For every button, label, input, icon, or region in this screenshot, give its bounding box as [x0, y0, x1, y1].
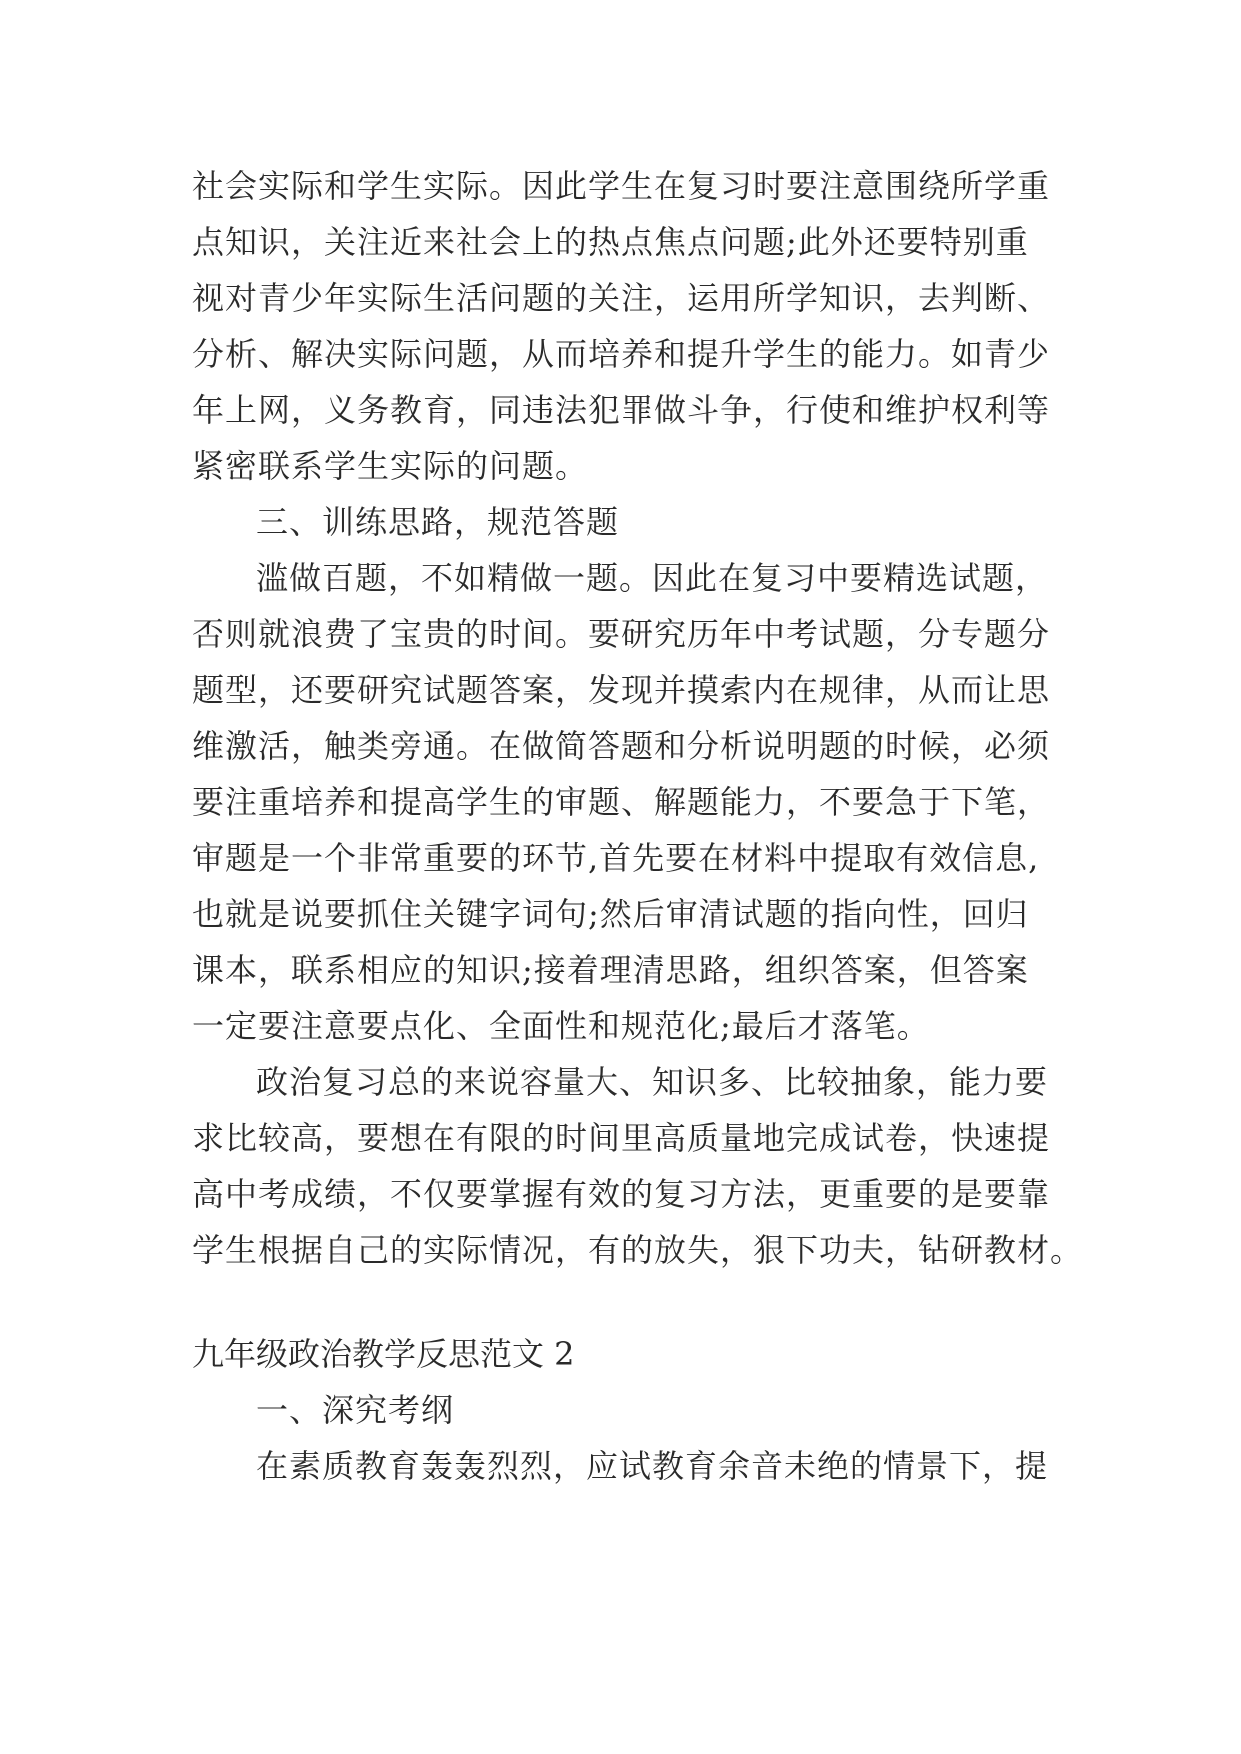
paragraph-2 [192, 550, 1072, 1054]
text-line: 分析、解决实际问题，从而培养和提升学生的能力。如青少 [192, 335, 1051, 373]
paragraph-1 [192, 158, 1072, 494]
text-line: 学生根据自己的实际情况，有的放失，狠下功夫，钻研教材。 [192, 1231, 1084, 1269]
text-line: 高中考成绩，不仅要掌握有效的复习方法，更重要的是要靠 [192, 1175, 1051, 1213]
text-line: 课本，联系相应的知识;接着理清思路，组织答案，但答案 [192, 951, 1029, 989]
text-line: 点知识，关注近来社会上的热点焦点问题;此外还要特别重 [192, 223, 1029, 261]
paragraph-4 [192, 1438, 1072, 1494]
text-line: 滥做百题，不如精做一题。因此在复习中要精选试题， [256, 559, 1049, 597]
text-line: 维激活，触类旁通。在做简答题和分析说明题的时候，必须 [192, 727, 1051, 765]
text-line: 否则就浪费了宝贵的时间。要研究历年中考试题，分专题分 [192, 615, 1051, 653]
document-page [192, 158, 1084, 1494]
text-line: 政治复习总的来说容量大、知识多、比较抽象，能力要 [256, 1063, 1049, 1101]
heading-section-3: 三、训练思路，规范答题 [256, 503, 620, 541]
section-title: 九年级政治教学反思范文 2 [192, 1335, 575, 1373]
text-line: 也就是说要抓住关键字词句;然后审清试题的指向性，回归 [192, 895, 1029, 933]
heading-section-1: 一、深究考纲 [256, 1391, 455, 1429]
text-line: 在素质教育轰轰烈烈，应试教育余音未绝的情景下，提 [256, 1447, 1049, 1485]
text-line: 紧密联系学生实际的问题。 [192, 447, 589, 485]
text-line: 题型，还要研究试题答案，发现并摸索内在规律，从而让思 [192, 671, 1051, 709]
text-line: 视对青少年实际生活问题的关注，运用所学知识，去判断、 [192, 279, 1051, 317]
text-line: 求比较高，要想在有限的时间里高质量地完成试卷，快速提 [192, 1119, 1051, 1157]
text-line: 要注重培养和提高学生的审题、解题能力，不要急于下笔， [192, 783, 1051, 821]
section-spacer [192, 1278, 1072, 1326]
paragraph-3 [192, 1054, 1084, 1278]
text-line: 一定要注意要点化、全面性和规范化;最后才落笔。 [192, 1007, 930, 1045]
text-line: 年上网，义务教育，同违法犯罪做斗争，行使和维护权利等 [192, 391, 1051, 429]
text-line: 社会实际和学生实际。因此学生在复习时要注意围绕所学重 [192, 167, 1051, 205]
text-line: 审题是一个非常重要的环节,首先要在材料中提取有效信息, [192, 839, 1040, 877]
